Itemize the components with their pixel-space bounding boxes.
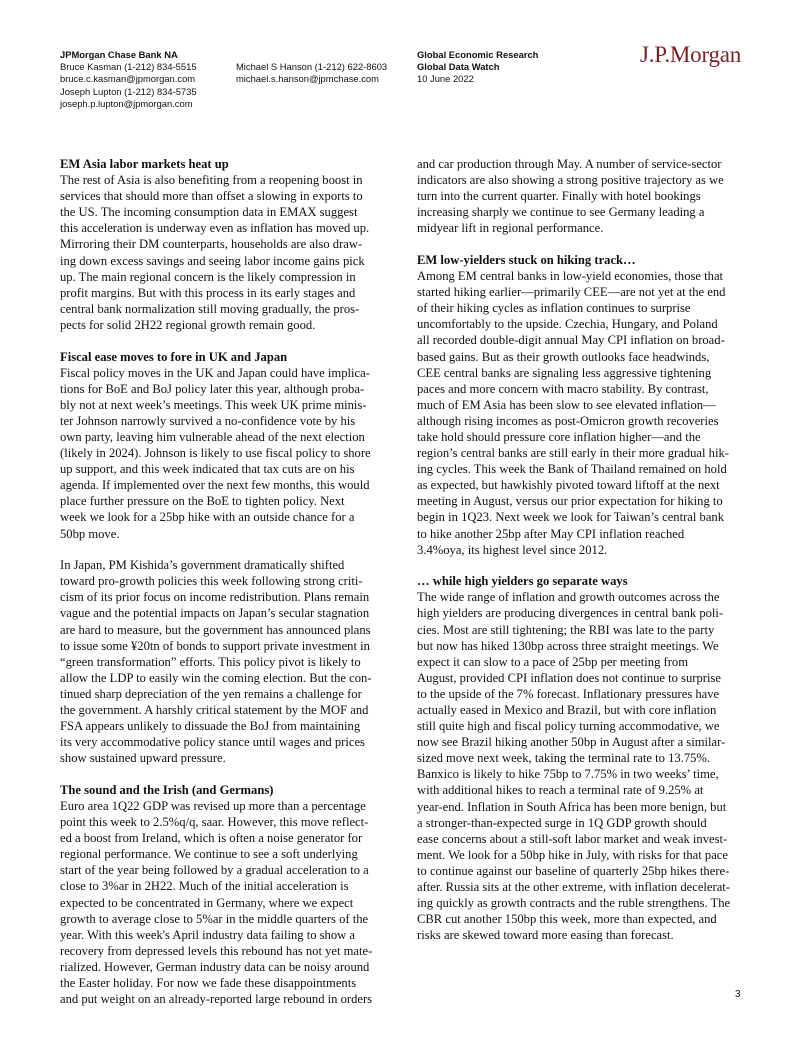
section-heading: EM Asia labor markets heat up <box>60 157 229 171</box>
paragraph <box>417 156 744 236</box>
text-line: Euro area 1Q22 GDP was revised up more than a percentage <box>60 798 366 813</box>
text-line: In Japan, PM Kishida’s government dramatically shifted <box>60 558 345 573</box>
section-gap <box>60 766 385 782</box>
text-line: tinued sharp depreciation of the yen remains a challenge for <box>60 686 362 701</box>
section-heading: The sound and the Irish (and Germans) <box>60 782 274 797</box>
text-line: the government. A harshly critical statement by the MOF and <box>60 703 369 717</box>
page-number: 3 <box>735 989 741 1000</box>
text-line: sized move next week, taking the terminal rate to 13.75%. <box>417 751 711 766</box>
text-line: expect it can slow to a pace of 25bp per meeting from <box>417 654 689 669</box>
text-line: ment. We look for a 50bp hike in July, with risks for that pace <box>417 847 728 862</box>
text-line: agenda. If implemented over the next few months, this would <box>60 478 370 493</box>
text-line: 50bp move. <box>60 526 120 541</box>
author-block-mid <box>236 61 387 85</box>
text-line: midyear lift in regional performance. <box>417 221 604 236</box>
section-gap <box>417 558 744 574</box>
text-line: are hard to measure, but the government has announced plans <box>60 622 371 637</box>
paragraph <box>417 268 744 558</box>
text-line: place further pressure on the BoE to tighten policy. Next <box>60 494 345 509</box>
publication-title: Global Data Watch <box>417 61 500 73</box>
department: Global Economic Research <box>417 49 539 60</box>
paragraph <box>60 798 385 1007</box>
text-line: toward pro-growth policies this week following strong criti- <box>60 574 363 589</box>
text-line: actually eased in Mexico and Brazil, but with core inflation <box>417 703 717 717</box>
section-gap <box>60 542 385 558</box>
text-line: begin in 1Q23. Next week we look for Taiwan’s central bank <box>417 510 724 525</box>
bank-name: JPMorgan Chase Bank NA <box>60 49 178 60</box>
text-line: growth to average close to 5%ar in the middle quarters of the <box>60 911 369 926</box>
text-line: to continue against our baseline of quarterly 25bp hikes there- <box>417 863 730 878</box>
paragraph <box>60 365 385 542</box>
article-section <box>417 252 744 558</box>
left-column <box>60 156 385 1007</box>
text-line: tions for BoE and BoJ policy later this year, although proba- <box>60 381 365 396</box>
text-line: indicators are also showing a strong positive trajectory as we <box>417 173 724 188</box>
section-heading: … while high yielders go separate ways <box>417 574 628 589</box>
text-line: Banxico is likely to hike 75bp to 7.75% in two weeks’ time, <box>417 767 719 782</box>
text-line: paces and more concern with macro stability. By contrast, <box>417 381 709 396</box>
contact-email[interactable]: joseph.p.lupton@jpmorgan.com <box>60 97 193 109</box>
article-section <box>60 782 385 1007</box>
text-line: ing quickly as growth contracts and the ruble strengthens. The <box>417 896 731 911</box>
section-gap <box>60 333 385 349</box>
text-line: central bank normalization still moving gradually, the pros- <box>60 301 360 316</box>
text-line: regional performance. We continue to see a soft underlying <box>60 847 358 862</box>
article-section <box>60 349 385 542</box>
paragraph <box>60 172 385 333</box>
text-line: year-end. Inflation in South Africa has been more benign, but <box>417 799 727 814</box>
publication-date: 10 June 2022 <box>417 73 474 85</box>
text-line: the Easter holiday. For now we fade these disappointments <box>60 976 357 990</box>
article-section <box>417 573 744 943</box>
text-line: FSA appears unlikely to dissuade the BoJ from maintaining <box>60 719 361 734</box>
text-line: own party, leaving him vulnerable ahead of the next election <box>60 430 365 444</box>
section-heading: Fiscal ease moves to fore in UK and Japan <box>60 349 288 364</box>
text-line: allow the LDP to easily win the coming election. But the con- <box>60 670 372 685</box>
contact-line: Michael S Hanson (1-212) 622-8603 <box>236 61 388 73</box>
text-line: and put weight on an already-reported large rebound in orders <box>60 992 373 1007</box>
text-line: Among EM central banks in low-yield economies, those that <box>417 269 724 284</box>
text-line: CEE central banks are signaling less aggressive tightening <box>417 365 712 380</box>
contact-email[interactable]: bruce.c.kasman@jpmorgan.com <box>60 73 196 85</box>
text-line: week we look for a 25bp hike with an outside chance for a <box>60 510 355 525</box>
text-line: August, provided CPI inflation does not continue to surprise <box>417 670 721 685</box>
text-line: after. Russia sits at the other extreme, with inflation decelerat- <box>417 880 730 895</box>
text-line: Fiscal policy moves in the UK and Japan could have implica- <box>60 365 370 380</box>
text-line: ter Johnson narrowly survived a no-confidence vote by his <box>60 413 356 428</box>
text-line: with additional hikes to reach a terminal rate of 9.25% at <box>417 783 704 798</box>
text-line: pects for solid 2H22 regional growth remain good. <box>60 317 316 332</box>
text-line: to hike another 25bp after May CPI inflation reached <box>417 526 685 541</box>
text-line: this acceleration is underway even as inflation has moved up. <box>60 221 370 236</box>
text-line: CBR cut another 150bp this week, more than expected, and <box>417 912 717 927</box>
jpmorgan-logo: J.P.Morgan <box>640 42 742 67</box>
text-line: bly not at next week’s meetings. This week UK prime minis- <box>60 397 367 412</box>
text-line: 3.4%oya, its highest level since 2012. <box>417 542 608 557</box>
text-line: its very accommodative policy stance until wages and prices <box>60 735 365 750</box>
text-line: cism of its prior focus on income redistribution. Plans remain <box>60 590 370 605</box>
text-line: much of EM Asia has been slow to see elevated inflation— <box>417 397 716 412</box>
text-line: ing cycles. This week the Bank of Thailand remained on hold <box>417 462 727 477</box>
text-line: ed a boost from Ireland, which is often a noise generator for <box>60 831 363 846</box>
section-gap <box>417 236 744 252</box>
text-line: close to 3%ar in 2H22. Much of the initial acceleration is <box>60 879 349 894</box>
publication-block <box>417 49 538 86</box>
text-line: The rest of Asia is also benefiting from a reopening boost in <box>60 173 363 188</box>
text-line: turn into the current quarter. Finally with hotel bookings <box>417 189 701 204</box>
text-line: up. The main regional concern is the likely compression in <box>60 269 356 284</box>
text-line: take hold should pressure core inflation higher—and the <box>417 430 701 444</box>
text-line: of their hiking cycles as inflation continues to surprise <box>417 301 691 316</box>
text-line: start of the year being followed by a gradual acceleration to a <box>60 863 369 878</box>
text-line: Mirroring their DM counterparts, households are also draw- <box>60 237 363 252</box>
text-line: “green transformation” efforts. This policy pivot is likely to <box>60 654 361 669</box>
section-heading: EM low-yielders stuck on hiking track… <box>417 252 636 267</box>
text-line: the US. The incoming consumption data in EMAX suggest <box>60 205 358 220</box>
text-line: but now has hiked 130bp across three straight meetings. We <box>417 638 719 653</box>
text-line: started hiking earlier—primarily CEE—are not yet at the end <box>417 285 726 300</box>
text-line: region’s central banks are still early in their more gradual hik- <box>417 446 729 461</box>
text-line: recovery from depressed levels this rebound has not yet mate- <box>60 943 373 958</box>
text-line: based gains. But as their growth outlooks face headwinds, <box>417 349 710 364</box>
text-line: ease concerns about a still-soft labor market and weak invest- <box>417 831 728 846</box>
text-line: profit margins. But with this process in its early stages and <box>60 285 356 300</box>
contact-line: Bruce Kasman (1-212) 834-5515 <box>60 61 197 73</box>
text-line: increasing sharply we continue to see Germany leading a <box>417 205 705 220</box>
text-line: to issue some ¥20tn of bonds to support private investment in <box>60 638 370 653</box>
article-section <box>417 156 744 236</box>
text-line: risks are skewed toward more easing than forecast. <box>417 928 674 943</box>
text-line: (likely in 2024). Johnson is likely to use fiscal policy to shore <box>60 446 371 461</box>
text-line: still quite high and fiscal policy turning accommodative, we <box>417 719 720 734</box>
text-line: to the upside of the 7% forecast. Inflationary pressures have <box>417 686 720 701</box>
text-line: up support, and this week indicated that tax cuts are on his <box>60 462 355 477</box>
text-line: rialized. However, German industry data can be noisy around <box>60 959 370 974</box>
contact-email[interactable]: michael.s.hanson@jpmchase.com <box>236 73 379 85</box>
contact-line: Joseph Lupton (1-212) 834-5735 <box>60 85 197 97</box>
text-line: cies. Most are still tightening; the RBI was late to the party <box>417 622 715 637</box>
text-line: show sustained upward pressure. <box>60 751 226 766</box>
article-section <box>60 557 385 766</box>
article-section <box>60 156 385 333</box>
paragraph <box>60 557 385 766</box>
text-line: now see Brazil hiking another 50bp in August after a similar- <box>417 735 726 750</box>
text-line: although rising incomes as post-Omicron growth recoveries <box>417 413 719 428</box>
text-line: The wide range of inflation and growth outcomes across the <box>417 590 720 605</box>
author-block-left <box>60 49 197 110</box>
text-line: vague and the potential impacts on Japan’s secular stagnation <box>60 606 370 621</box>
text-line: expected to be concentrated in Germany, where we expect <box>60 895 354 910</box>
text-line: all recorded double-digit annual May CPI inflation on broad- <box>417 333 725 348</box>
text-line: and car production through May. A number of service-sector <box>417 157 722 171</box>
text-line: year. With this week's April industry data failing to show a <box>60 927 355 942</box>
text-line: meeting in August, versus our prior expectation for hiking to <box>417 494 723 509</box>
text-line: uncomfortably to the upside. Czechia, Hungary, and Poland <box>417 317 718 332</box>
text-line: as expected, but hawkishly pivoted toward liftoff at the next <box>417 478 720 493</box>
paragraph <box>417 589 744 943</box>
right-column <box>417 156 744 943</box>
text-line: high yielders are producing divergences in central bank poli- <box>417 606 724 621</box>
text-line: services that should more than offset a slowing in exports to <box>60 189 363 204</box>
text-line: ing down excess savings and seeing labor income gains pick <box>60 253 365 268</box>
text-line: point this week to 2.5%q/q, saar. However, this move reflect- <box>60 815 369 830</box>
text-line: a stronger-than-expected surge in 1Q GDP growth should <box>417 815 707 830</box>
